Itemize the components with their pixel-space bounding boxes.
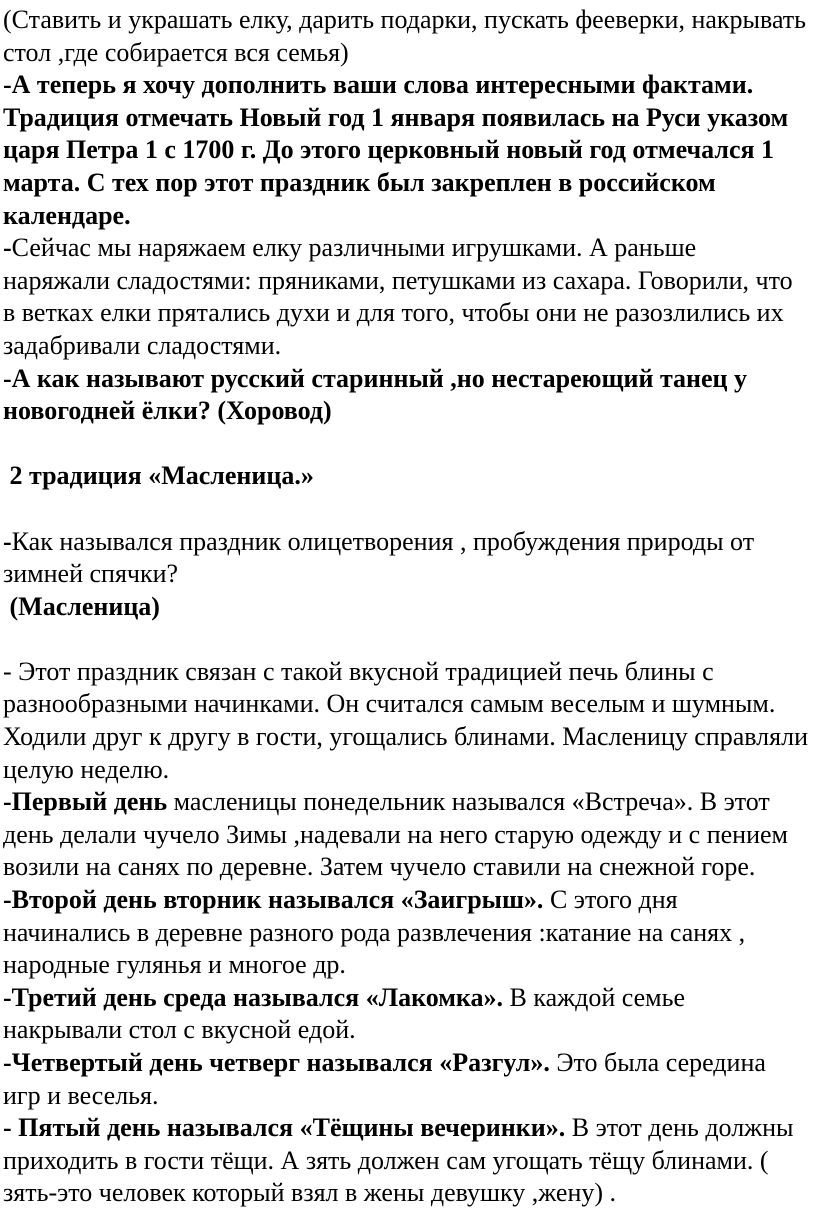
paragraph-text: Как назывался праздник олицетворения , пробуждения природы от зимней спячки? [3,526,755,589]
day-text: Это была середина игр и веселья. [3,1048,766,1110]
day-title: -Четвертый день четверг назывался «Разгул». [3,1048,550,1077]
paragraph-new-year-customs: (Ставить и украшать елку, дарить подарки, пускать фееверки, накрывать стол ,где собирается вся семья) [3,5,807,67]
paragraph-tree-decorations [3,232,808,362]
paragraph-day-1 [3,786,808,884]
paragraph-new-year-facts [3,69,808,232]
blank-line [3,428,808,461]
blank-line [3,493,808,526]
paragraph-day-2 [3,884,808,982]
day-text: С этого дня начинались в деревне разного рода развлечения :катание на санях , народные гулянья и многое др. [3,885,746,980]
day-title: -Первый день [3,787,168,817]
blank-line [3,623,808,656]
paragraph-text: Сейчас мы наряжаем елку различными игрушками. А раньше наряжали сладостями: пряниками, петушками из сахара. Говорили, что в ветках елки прятались духи и для того, чтобы они не разозлились их задабривали сладостями. [3,233,793,360]
section-heading-maslenitsa [3,460,808,493]
paragraph-day-5 [3,1112,808,1210]
answer-text: (Масленица) [3,591,160,621]
dash-bold: - [3,526,12,556]
day-text: масленицы понедельник назывался «Встреча». В этот день делали чучело Зимы ,надевали на него старую одежду и с пением возили на санях по деревне. Затем чучело ставили на снежной горе. [3,787,788,882]
day-text: В этот день должны приходить в гости тёщи. А зять должен сам угощать тёщу блинами. ( зять-это человек который взял в жены девушку ,жену) . [3,1113,794,1208]
heading-text: 2 традиция «Масленица.» [3,461,314,491]
paragraph-khorovod-question [3,363,808,428]
day-title: -Второй день вторник назывался «Заигрыш». [3,885,544,915]
bold-text: -А теперь я хочу дополнить ваши слова интересными фактами. Традиция отмечать Новый год 1 января появилась на Руси указом царя Петра 1 с 1700 г. До этого церковный новый год отмечался 1 марта. С тех пор этот праздник был закреплен в российском календаре. [3,70,789,230]
paragraph-day-4 [3,1047,808,1112]
dash-bold: - [3,233,12,263]
day-title: - Пятый день назывался «Тёщины вечеринки». [3,1113,566,1143]
paragraph-maslenitsa-answer [3,591,808,624]
paragraph-day-3 [3,982,808,1047]
paragraph-maslenitsa-question [3,526,808,591]
day-text: В каждой семье накрывали стол с вкусной едой. [3,982,686,1045]
day-title: -Третий день среда назывался «Лакомка». [3,982,504,1012]
paragraph-pancakes: - Этот праздник связан с такой вкусной традицией печь блины с разнообразными начинками. Он считался самым веселым и шумным. Ходили друг к другу в гости, угощались блинами. Масленицу справляли целую неделю. [3,656,808,784]
bold-text: -А как называют русский старинный ,но нестареющий танец у новогодней ёлки? (Хоровод) [3,363,748,426]
